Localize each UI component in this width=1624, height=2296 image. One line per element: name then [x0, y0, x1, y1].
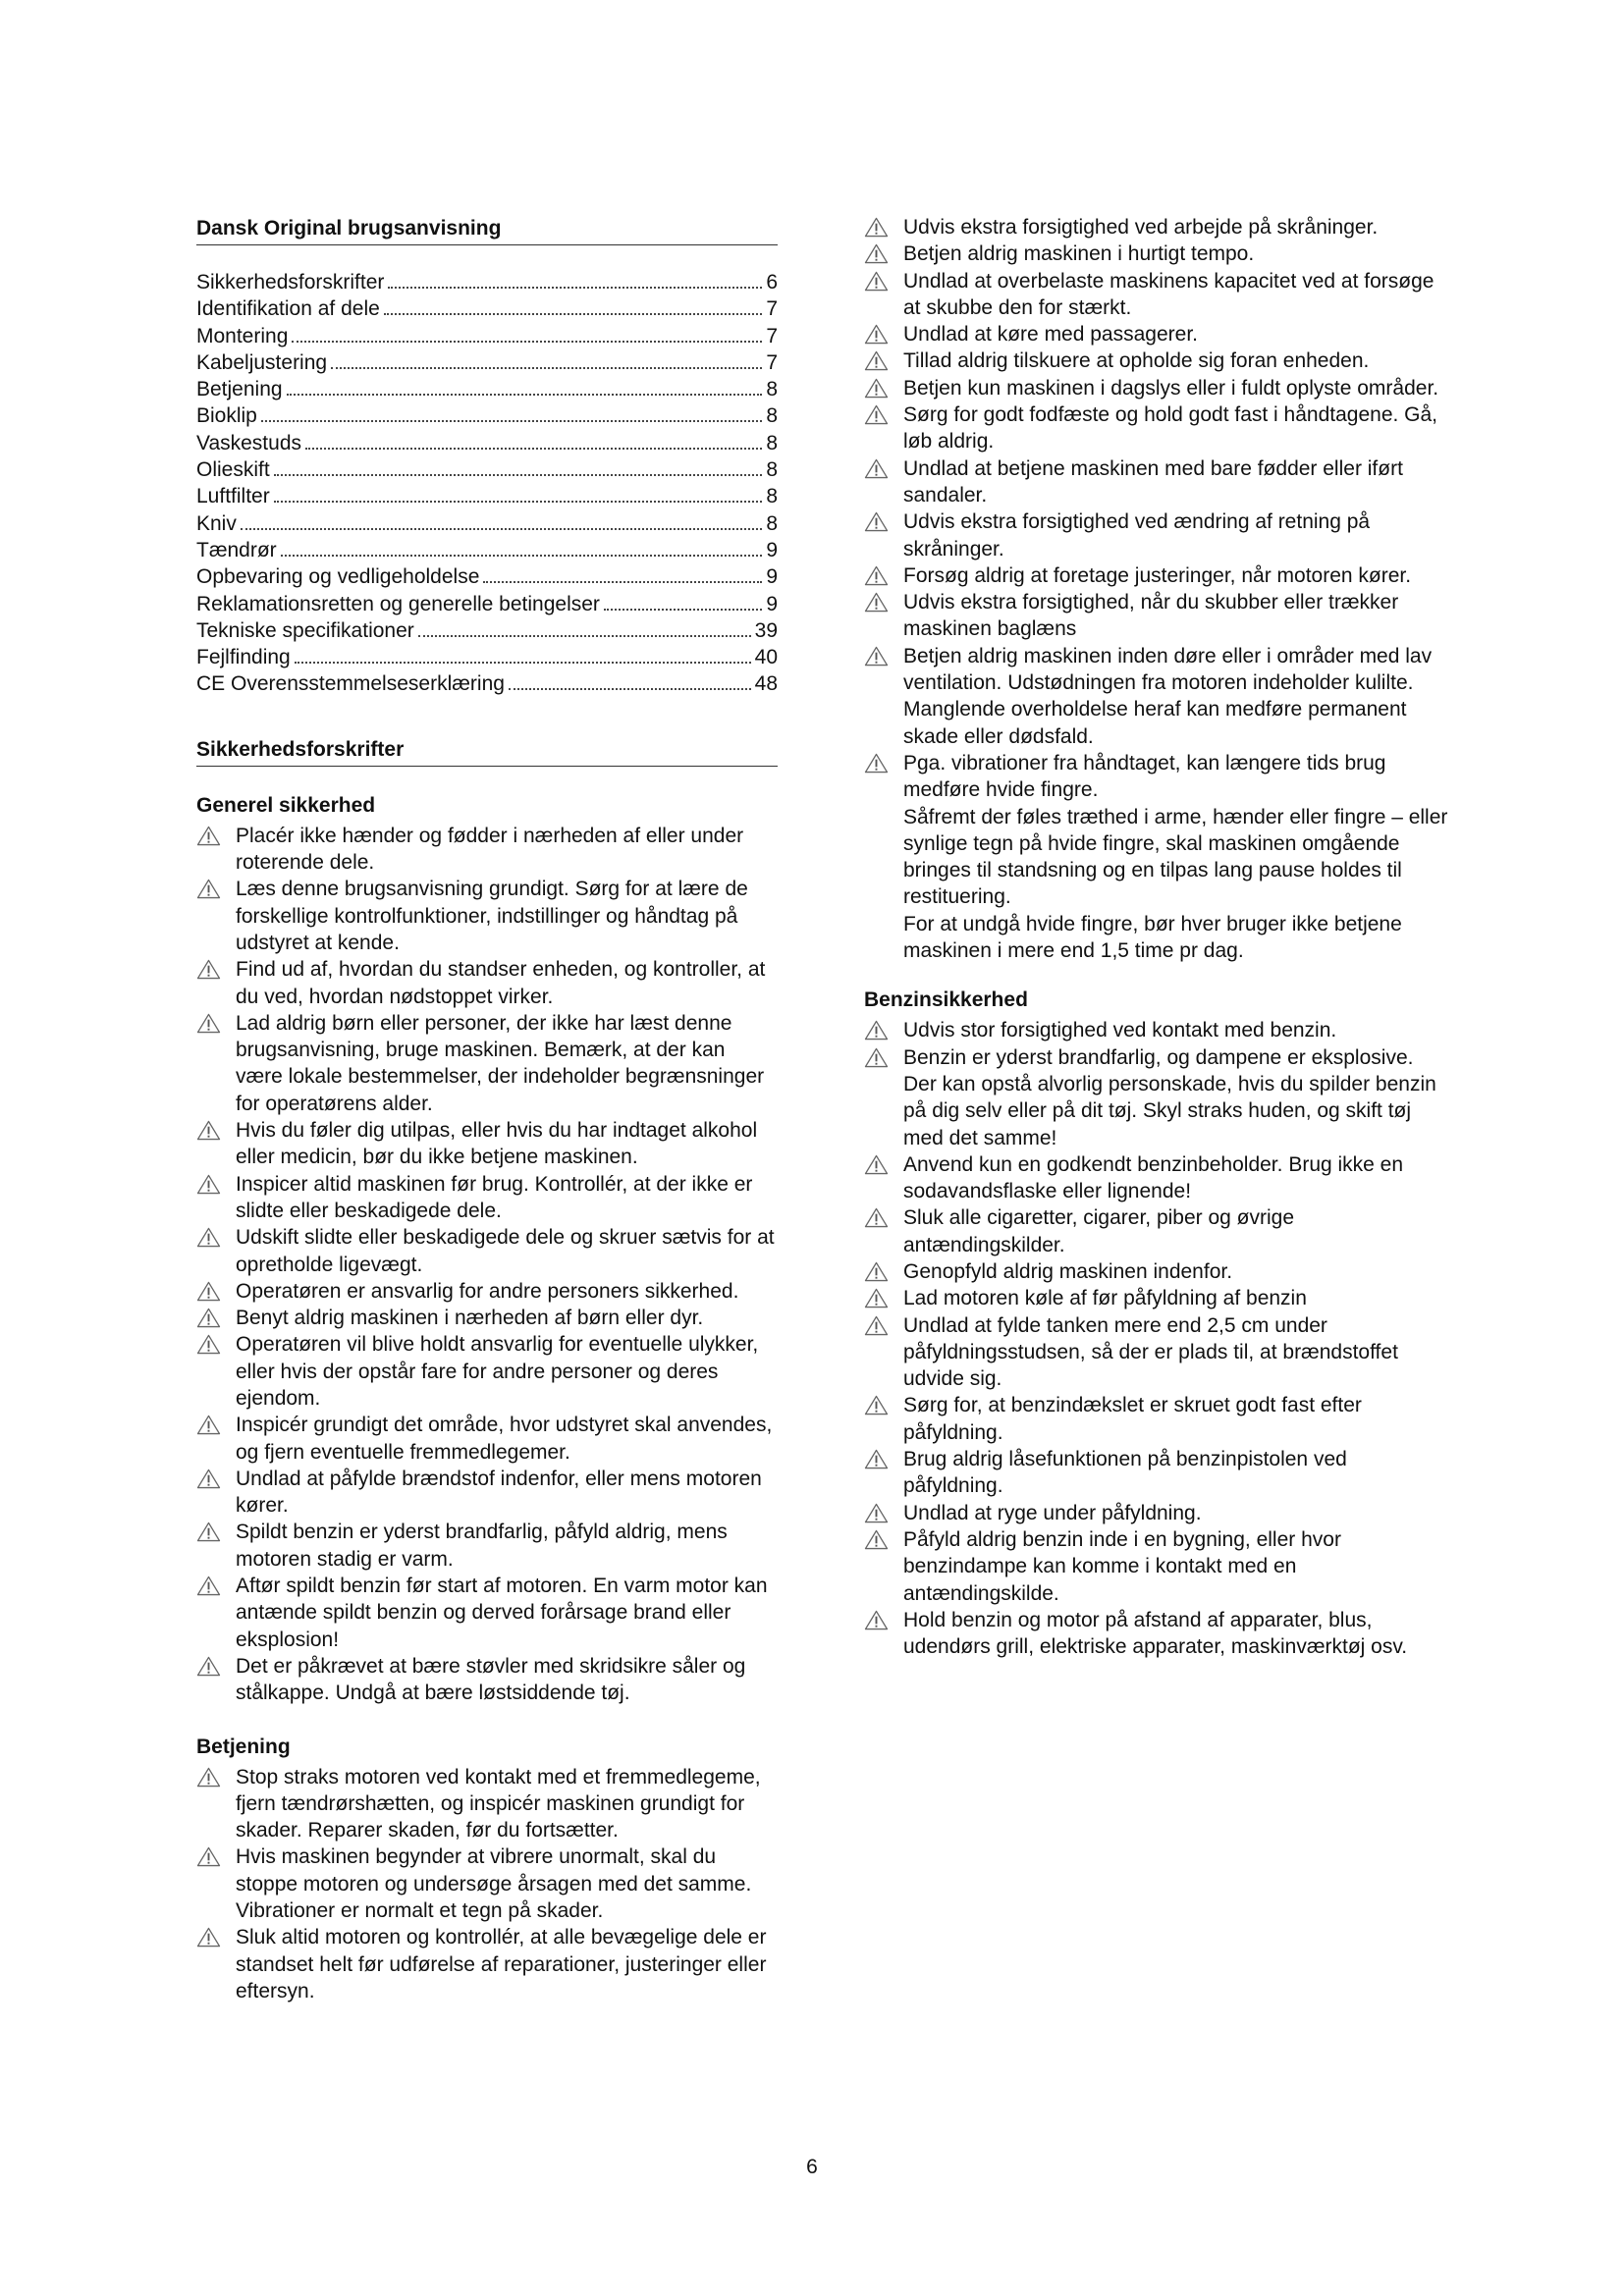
- toc-leader-dots: [261, 420, 762, 422]
- fuel-safety-heading: Benzinsikkerhed: [864, 988, 1028, 1012]
- warning-item: [864, 347, 1449, 374]
- warning-text: Benyt aldrig maskinen i nærheden af børn eller dyr.: [236, 1307, 704, 1330]
- warning-triangle-icon: [196, 1334, 221, 1355]
- right-column: [864, 208, 1449, 1660]
- warning-triangle-icon: [864, 458, 889, 479]
- toc-entry-page: 40: [754, 646, 778, 669]
- warning-triangle-icon: [196, 1522, 221, 1542]
- toc-entry-title: CE Overensstemmelseserklæring: [196, 672, 505, 696]
- warning-triangle-icon: [196, 1846, 221, 1867]
- warning-item: [196, 823, 778, 877]
- warning-triangle-icon: [864, 1207, 889, 1228]
- warning-text: Tillad aldrig tilskuere at opholde sig foran enheden.: [903, 349, 1370, 373]
- toc-entry-title: Bioklip: [196, 404, 257, 428]
- warning-item: [196, 1573, 778, 1653]
- warning-text: Inspicer altid maskinen før brug. Kontrollér, at der ikke er slidte eller beskadigede dele.: [236, 1172, 753, 1222]
- page-number: 6: [806, 2156, 818, 2178]
- warning-triangle-icon: [864, 243, 889, 264]
- vibration-note-2: For at undgå hvide fingre, bør hver bruger ikke betjene maskinen i mere end 1,5 time pr dag.: [903, 912, 1402, 963]
- toc-entry: [196, 563, 778, 590]
- warning-triangle-icon: [196, 1227, 221, 1248]
- warning-triangle-icon: [864, 1261, 889, 1282]
- warning-item: [864, 1526, 1449, 1607]
- warning-item: [864, 375, 1449, 401]
- warning-item: [864, 1392, 1449, 1446]
- toc-leader-dots: [384, 313, 763, 315]
- warning-item: [864, 1258, 1449, 1285]
- toc-leader-dots: [388, 287, 762, 289]
- warning-item: [196, 1924, 778, 2004]
- warning-item: [196, 956, 778, 1010]
- toc-entry-title: Luftfilter: [196, 485, 270, 508]
- toc-leader-dots: [281, 555, 763, 557]
- warning-text: Inspicér grundigt det område, hvor udstyret skal anvendes, og fjern eventuelle fremmedlegemer.: [236, 1414, 773, 1464]
- toc-entry: [196, 402, 778, 429]
- toc-entry: [196, 269, 778, 295]
- toc-entry: [196, 483, 778, 509]
- warning-text: Betjen aldrig maskinen inden døre eller i områder med lav ventilation. Udstødningen fra motoren indeholder kulilte. Manglende overholdelse heraf kan medføre permanent skade eller dødsfald.: [903, 644, 1433, 748]
- toc-entry: [196, 644, 778, 670]
- toc-leader-dots: [331, 367, 762, 369]
- warning-triangle-icon: [196, 1575, 221, 1596]
- warning-item: [864, 1044, 1449, 1151]
- toc-entry: [196, 430, 778, 456]
- toc-entry: [196, 376, 778, 402]
- toc-leader-dots: [483, 581, 762, 583]
- warning-item: [864, 1017, 1449, 1043]
- warning-text: Undlad at ryge under påfyldning.: [903, 1501, 1202, 1524]
- warning-triangle-icon: [864, 1610, 889, 1630]
- toc-entry: [196, 591, 778, 617]
- toc-entry: [196, 537, 778, 563]
- warning-triangle-icon: [196, 1174, 221, 1195]
- warning-item: [864, 455, 1449, 509]
- warning-triangle-icon: [196, 826, 221, 846]
- warning-text: Udvis ekstra forsigtighed ved ændring af retning på skråninger.: [903, 510, 1371, 561]
- toc-entry: [196, 670, 778, 697]
- warning-triangle-icon: [196, 1308, 221, 1328]
- warning-triangle-icon: [864, 646, 889, 667]
- warning-item: [864, 1500, 1449, 1526]
- toc-entry-page: 8: [766, 458, 778, 482]
- warning-triangle-icon: [196, 1415, 221, 1435]
- toc-entry: [196, 617, 778, 644]
- warning-item: [196, 1764, 778, 1844]
- warning-item: [864, 589, 1449, 643]
- warning-triangle-icon: [196, 1767, 221, 1788]
- warning-triangle-icon: [196, 879, 221, 899]
- toc-leader-dots: [274, 474, 763, 476]
- warning-item: [864, 1204, 1449, 1258]
- operation-heading: Betjening: [196, 1735, 291, 1758]
- warning-item: [864, 643, 1449, 750]
- warning-item: [864, 401, 1449, 455]
- toc-leader-dots: [418, 635, 751, 637]
- warning-text: Påfyld aldrig benzin inde i en bygning, eller hvor benzindampe kan komme i kontakt med en antændingskilde.: [903, 1527, 1341, 1605]
- toc-entry-page: 9: [766, 592, 778, 615]
- warning-item: [196, 1278, 778, 1305]
- warning-text: Undlad at køre med passagerer.: [903, 323, 1198, 347]
- toc-entry: [196, 349, 778, 376]
- toc-leader-dots: [305, 448, 762, 450]
- warning-item: [196, 1519, 778, 1573]
- warning-triangle-icon: [196, 1013, 221, 1034]
- warning-text: Sluk alle cigaretter, cigarer, piber og øvrige antændingskilder.: [903, 1206, 1295, 1256]
- warning-text: Stop straks motoren ved kontakt med et fremmedlegeme, fjern tændrørshætten, og inspicér maskinen grundigt for skader. Reparer skaden, før du fortsætter.: [236, 1765, 761, 1842]
- warning-triangle-icon: [864, 1020, 889, 1041]
- warning-triangle-icon: [864, 1395, 889, 1415]
- warning-triangle-icon: [196, 1656, 221, 1677]
- warning-triangle-icon: [864, 565, 889, 586]
- toc-entry-title: Opbevaring og vedligeholdelse: [196, 565, 480, 589]
- toc-entry-title: Vaskestuds: [196, 431, 301, 454]
- warning-triangle-icon: [864, 592, 889, 613]
- operation-list-continued: [864, 214, 1449, 804]
- warning-item: [196, 1305, 778, 1331]
- warning-text: Det er påkrævet at bære støvler med skridsikre såler og stålkappe. Undgå at bære løstsiddende tøj.: [236, 1654, 746, 1705]
- warning-triangle-icon: [864, 378, 889, 399]
- toc-entry: [196, 456, 778, 483]
- warning-triangle-icon: [864, 1449, 889, 1469]
- toc-entry-title: Kabeljustering: [196, 350, 328, 374]
- warning-text: Placér ikke hænder og fødder i nærheden af eller under roterende dele.: [236, 824, 744, 875]
- warning-item: [196, 1171, 778, 1225]
- warning-item: [196, 1117, 778, 1171]
- warning-text: Udvis stor forsigtighed ved kontakt med benzin.: [903, 1019, 1337, 1042]
- warning-text: Brug aldrig låsefunktionen på benzinpistolen ved påfyldning.: [903, 1448, 1347, 1498]
- toc-entry-title: Kniv: [196, 511, 237, 535]
- toc-entry-page: 8: [766, 431, 778, 454]
- operation-list: [196, 1764, 778, 2005]
- toc-entry-title: Olieskift: [196, 458, 270, 482]
- warning-text: Udvis ekstra forsigtighed ved arbejde på skråninger.: [903, 216, 1379, 239]
- warning-text: Anvend kun en godkendt benzinbeholder. Brug ikke en sodavandsflaske eller lignende!: [903, 1152, 1404, 1203]
- left-column: [196, 208, 778, 2004]
- warning-item: [196, 1224, 778, 1278]
- warning-triangle-icon: [196, 1120, 221, 1141]
- table-of-contents: [196, 269, 778, 698]
- warning-triangle-icon: [864, 217, 889, 238]
- warning-item: [196, 1331, 778, 1412]
- toc-entry-page: 48: [754, 672, 778, 696]
- warning-text: Hvis maskinen begynder at vibrere unormalt, skal du stoppe motoren og undersøge årsagen med det samme. Vibrationer er normalt et tegn på skader.: [236, 1845, 752, 1923]
- toc-entry-title: Tekniske specifikationer: [196, 618, 414, 642]
- toc-leader-dots: [287, 394, 763, 396]
- warning-item: [864, 562, 1449, 589]
- toc-entry-title: Sikkerhedsforskrifter: [196, 271, 385, 294]
- warning-triangle-icon: [864, 1154, 889, 1175]
- warning-triangle-icon: [864, 324, 889, 345]
- warning-text: Aftør spildt benzin før start af motoren. En varm motor kan antænde spildt benzin og derved forårsage brand eller eksplosion!: [236, 1575, 768, 1651]
- warning-text: Operatøren vil blive holdt ansvarlig for eventuelle ulykker, eller hvis der opstår fare for andre personer og deres ejendom.: [236, 1333, 759, 1410]
- general-safety-list: [196, 823, 778, 1707]
- warning-triangle-icon: [864, 1288, 889, 1308]
- warning-text: Undlad at overbelaste maskinens kapacitet ved at forsøge at skubbe den for stærkt.: [903, 269, 1435, 319]
- warning-item: [196, 1010, 778, 1117]
- toc-entry-page: 8: [766, 378, 778, 401]
- toc-entry-page: 8: [766, 511, 778, 535]
- toc-entry-title: Fejlfinding: [196, 646, 291, 669]
- toc-entry-page: 9: [766, 538, 778, 561]
- warning-text: Udvis ekstra forsigtighed, når du skubber eller trækker maskinen baglæns: [903, 591, 1399, 641]
- warning-text: Operatøren er ansvarlig for andre personers sikkerhed.: [236, 1279, 739, 1303]
- toc-leader-dots: [274, 501, 763, 503]
- warning-text: Undlad at påfylde brændstof indenfor, eller mens motoren kører.: [236, 1467, 762, 1518]
- toc-entry-page: 8: [766, 404, 778, 428]
- warning-text: Lad motoren køle af før påfyldning af benzin: [903, 1287, 1307, 1310]
- warning-item: [864, 268, 1449, 322]
- toc-entry: [196, 323, 778, 349]
- warning-text: Forsøg aldrig at foretage justeringer, når motoren kører.: [903, 563, 1412, 587]
- warning-text: Sluk altid motoren og kontrollér, at alle bevægelige dele er standset helt før udførelse af reparationer, justeringer eller eftersyn.: [236, 1926, 767, 2002]
- toc-entry-title: Betjening: [196, 378, 283, 401]
- warning-item: [864, 750, 1449, 804]
- warning-text: Sørg for godt fodfæste og hold godt fast i håndtagene. Gå, løb aldrig.: [903, 403, 1438, 454]
- warning-triangle-icon: [864, 1315, 889, 1336]
- warning-triangle-icon: [196, 1281, 221, 1302]
- toc-entry-page: 39: [754, 618, 778, 642]
- warning-text: Undlad at fylde tanken mere end 2,5 cm under påfyldningsstudsen, så der er plads til, at brændstoffet udvide sig.: [903, 1313, 1398, 1391]
- toc-leader-dots: [241, 528, 762, 530]
- warning-item: [864, 240, 1449, 267]
- warning-triangle-icon: [864, 1529, 889, 1550]
- warning-text: Find ud af, hvordan du standser enheden, og kontroller, at du ved, hvordan nødstoppet virker.: [236, 958, 766, 1008]
- warning-item: [196, 876, 778, 956]
- toc-leader-dots: [604, 609, 762, 611]
- warning-triangle-icon: [864, 1503, 889, 1523]
- toc-entry-page: 7: [766, 350, 778, 374]
- warning-triangle-icon: [196, 1927, 221, 1948]
- warning-text: Pga. vibrationer fra håndtaget, kan længere tids brug medføre hvide fingre.: [903, 751, 1386, 802]
- warning-item: [196, 1843, 778, 1924]
- toc-entry-title: Tændrør: [196, 538, 277, 561]
- warning-item: [864, 214, 1449, 240]
- warning-text: Lad aldrig børn eller personer, der ikke har læst denne brugsanvisning, bruge maskinen. Bemærk, at der kan være lokale bestemmelser, der indeholder begrænsninger for operatørens alder.: [236, 1011, 765, 1115]
- toc-entry-page: 6: [766, 271, 778, 294]
- warning-item: [864, 1607, 1449, 1661]
- warning-text: Hvis du føler dig utilpas, eller hvis du har indtaget alkohol eller medicin, bør du ikke betjene maskinen.: [236, 1119, 758, 1169]
- warning-text: Undlad at betjene maskinen med bare fødder eller iført sandaler.: [903, 456, 1403, 507]
- fuel-safety-list: [864, 1017, 1449, 1660]
- toc-leader-dots: [292, 341, 762, 343]
- warning-item: [864, 1312, 1449, 1393]
- warning-item: [864, 1151, 1449, 1205]
- warning-item: [196, 1412, 778, 1466]
- toc-entry-page: 8: [766, 485, 778, 508]
- warning-item: [864, 1285, 1449, 1311]
- general-safety-heading: Generel sikkerhed: [196, 793, 376, 817]
- warning-item: [864, 321, 1449, 347]
- toc-entry-page: 7: [766, 297, 778, 321]
- toc-entry-title: Montering: [196, 324, 289, 347]
- warning-text: Betjen kun maskinen i dagslys eller i fuldt oplyste områder.: [903, 376, 1439, 400]
- document-title: Dansk Original brugsanvisning: [196, 216, 778, 245]
- toc-entry-page: 9: [766, 565, 778, 589]
- warning-triangle-icon: [864, 1047, 889, 1068]
- warning-text: Betjen aldrig maskinen i hurtigt tempo.: [903, 242, 1255, 266]
- toc-leader-dots: [295, 662, 751, 664]
- warning-triangle-icon: [864, 271, 889, 292]
- toc-entry-title: Identifikation af dele: [196, 297, 380, 321]
- warning-triangle-icon: [864, 350, 889, 371]
- warning-item: [196, 1466, 778, 1520]
- vibration-note-1: Såfremt der føles træthed i arme, hænder eller fingre – eller synlige tegn på hvide fingre, skal maskinen omgående bringes til standsning og en tilpas lang pause holdes til restituering.: [903, 805, 1448, 909]
- warning-text: Benzin er yderst brandfarlig, og dampene er eksplosive. Der kan opstå alvorlig personskade, hvis du spilder benzin på dig selv eller på dit tøj. Skyl straks huden, og skift tøj med det samme!: [903, 1045, 1436, 1149]
- warning-text: Sørg for, at benzindækslet er skruet godt fast efter påfyldning.: [903, 1394, 1362, 1444]
- warning-triangle-icon: [864, 753, 889, 774]
- warning-triangle-icon: [196, 959, 221, 980]
- toc-entry-page: 7: [766, 324, 778, 347]
- warning-item: [196, 1653, 778, 1707]
- warning-item: [864, 508, 1449, 562]
- toc-entry-title: Reklamationsretten og generelle betingelser: [196, 592, 600, 615]
- toc-entry: [196, 295, 778, 322]
- warning-triangle-icon: [864, 511, 889, 532]
- warning-text: Genopfyld aldrig maskinen indenfor.: [903, 1259, 1233, 1283]
- warning-triangle-icon: [196, 1468, 221, 1489]
- warning-text: Hold benzin og motor på afstand af apparater, blus, udendørs grill, elektriske apparater, maskinværktøj osv.: [903, 1608, 1408, 1659]
- warning-triangle-icon: [864, 404, 889, 425]
- warning-text: Udskift slidte eller beskadigede dele og skruer sætvis for at opretholde ligevægt.: [236, 1226, 775, 1276]
- warning-item: [864, 1446, 1449, 1500]
- safety-heading: Sikkerhedsforskrifter: [196, 737, 778, 767]
- warning-text: Læs denne brugsanvisning grundigt. Sørg for at lære de forskellige kontrolfunktioner, indstillinger og håndtag på udstyret at kende.: [236, 878, 748, 954]
- toc-leader-dots: [509, 688, 751, 690]
- toc-entry: [196, 510, 778, 537]
- warning-text: Spildt benzin er yderst brandfarlig, påfyld aldrig, mens motoren stadig er varm.: [236, 1521, 728, 1571]
